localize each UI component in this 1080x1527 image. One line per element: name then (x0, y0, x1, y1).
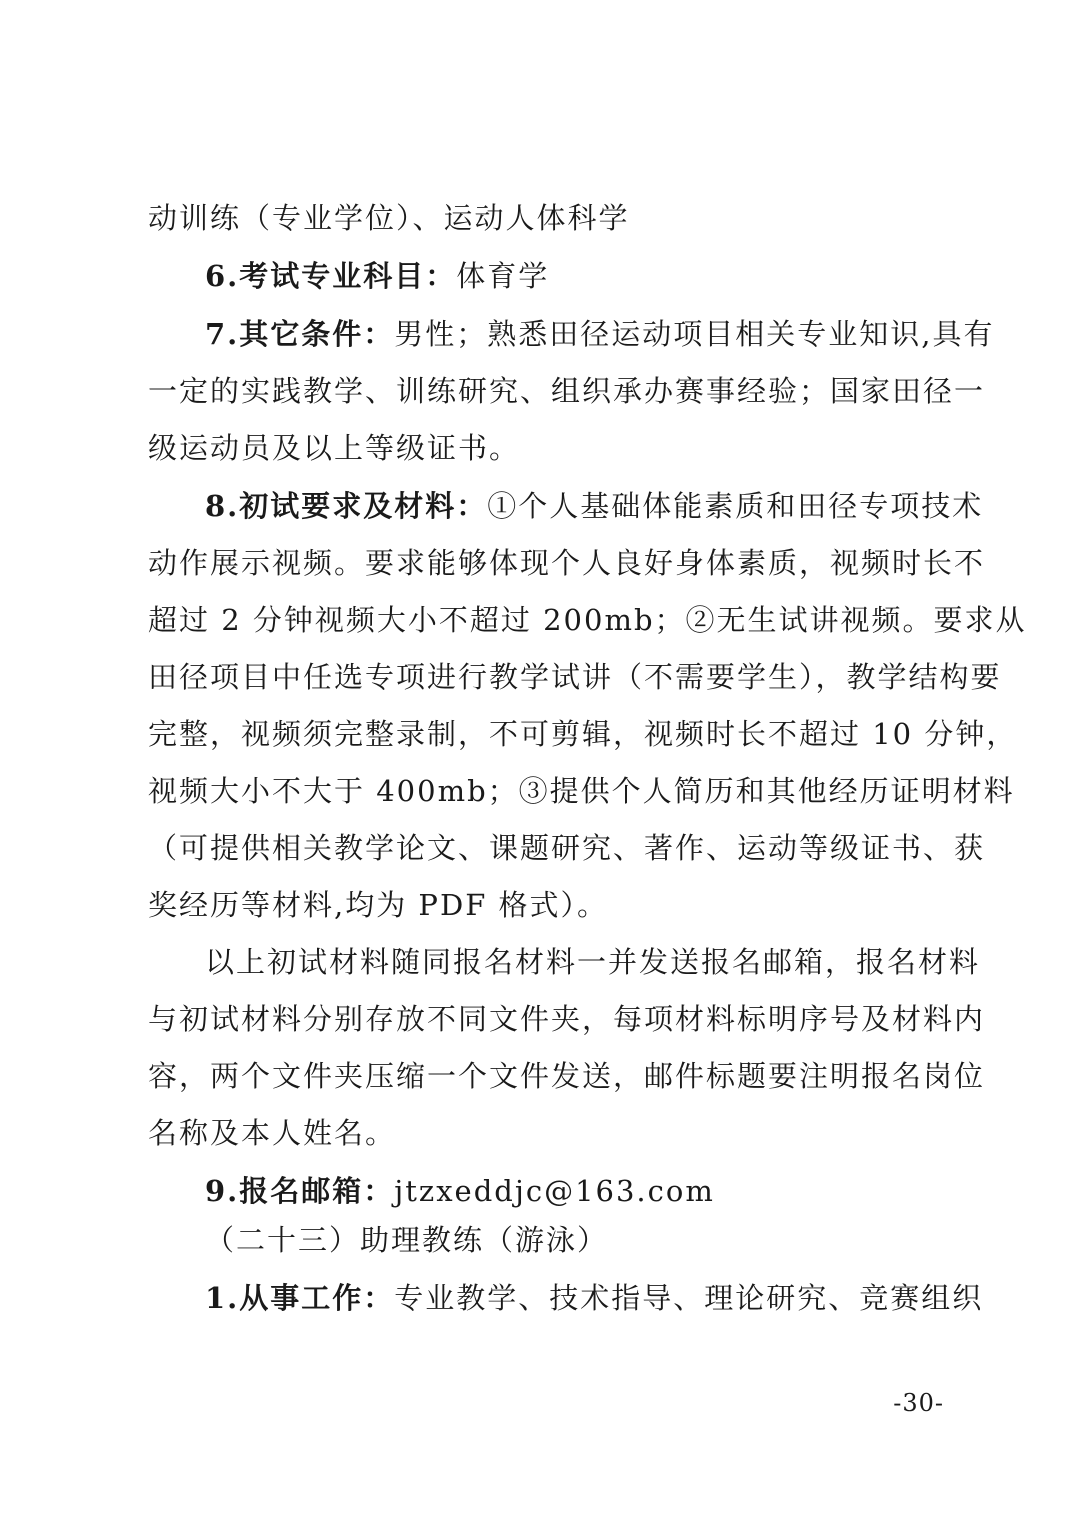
item-label: 9.报名邮箱： (205, 1174, 395, 1208)
line-text: 完整，视频须完整录制，不可剪辑，视频时长不超过 10 分钟， (148, 717, 1018, 751)
text-line (148, 428, 946, 468)
line-text: 动作展示视频。要求能够体现个人良好身体素质，视频时长不 (148, 546, 986, 580)
line-text: 专业教学、技术指导、理论研究、竞赛组织 (394, 1281, 984, 1315)
line-text: 超过 2 分钟视频大小不超过 200mb；②无生试讲视频。要求从 (148, 603, 1027, 637)
item-exam-subject (205, 256, 946, 296)
line-text: 与初试材料分别存放不同文件夹，每项材料标明序号及材料内 (148, 1002, 986, 1036)
line-text: 田径项目中任选专项进行教学试讲（不需要学生），教学结构要 (148, 660, 1002, 694)
text-line (148, 714, 1018, 754)
line-text: 奖经历等材料,均为 PDF 格式）。 (148, 888, 609, 922)
item-label: 7.其它条件： (205, 317, 395, 351)
item-work-duties (205, 1278, 984, 1318)
page-number: -30- (893, 1389, 944, 1417)
item-label: 1.从事工作： (205, 1281, 395, 1315)
line-text: 以上初试材料随同报名材料一并发送报名邮箱，报名材料 (205, 945, 981, 979)
paragraph-start (205, 942, 981, 982)
item-label: 6.考试专业科目： (205, 259, 457, 293)
text-line (148, 543, 986, 583)
line-text: 男性；熟悉田径运动项目相关专业知识,具有 (394, 317, 995, 351)
item-preliminary-requirements (205, 486, 984, 526)
item-other-conditions (205, 314, 995, 354)
text-line (148, 1056, 986, 1096)
line-text: （二十三）助理教练（游泳） (205, 1223, 609, 1257)
text-line (148, 771, 1015, 811)
line-text: 容，两个文件夹压缩一个文件发送，邮件标题要注明报名岗位 (148, 1059, 986, 1093)
text-line (148, 600, 1027, 640)
line-text: 级运动员及以上等级证书。 (148, 431, 521, 465)
section-heading (205, 1220, 946, 1260)
line-text: （可提供相关教学论文、课题研究、著作、运动等级证书、获 (148, 831, 986, 865)
text-line (148, 885, 946, 925)
item-registration-email (205, 1171, 946, 1211)
text-line (148, 198, 946, 238)
line-text: 名称及本人姓名。 (148, 1116, 397, 1150)
text-line (148, 657, 1002, 697)
line-text: 体育学 (456, 259, 550, 293)
line-text: ①个人基础体能素质和田径专项技术 (487, 489, 984, 523)
item-label: 8.初试要求及材料： (205, 489, 488, 523)
text-line (148, 1113, 946, 1153)
text-line (148, 828, 986, 868)
line-text: 视频大小不大于 400mb；③提供个人简历和其他经历证明材料 (148, 774, 1015, 808)
text-line (148, 371, 986, 411)
line-text: 动训练（专业学位）、运动人体科学 (148, 201, 630, 235)
text-line (148, 999, 986, 1039)
line-text: 一定的实践教学、训练研究、组织承办赛事经验；国家田径一 (148, 374, 986, 408)
email-address: jtzxeddjc@163.com (394, 1174, 715, 1208)
